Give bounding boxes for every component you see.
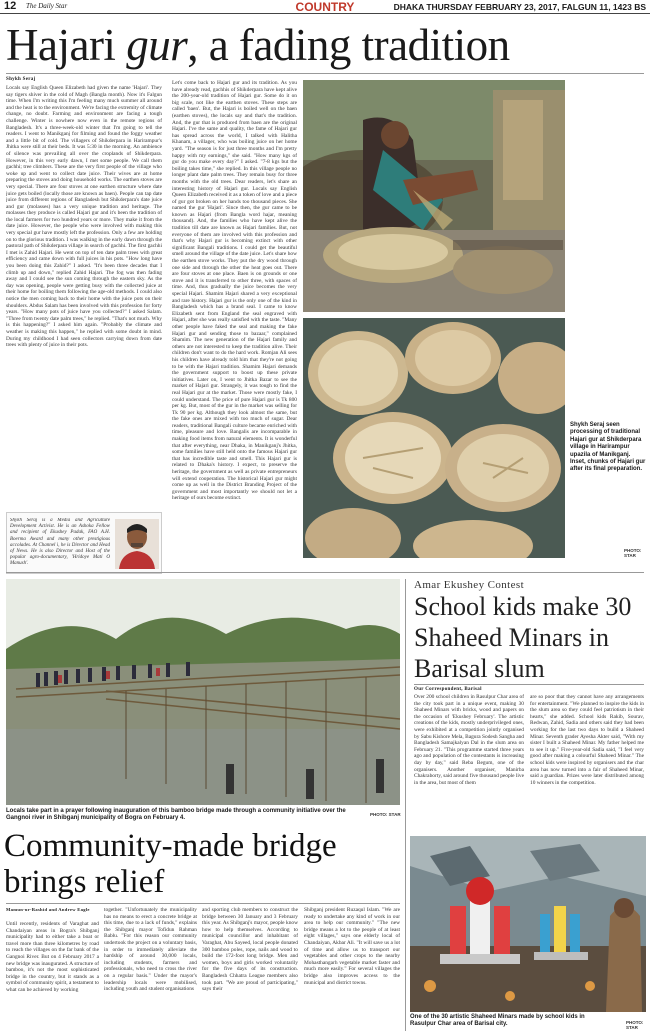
section-name: COUNTRY	[295, 0, 355, 14]
author-photo	[115, 519, 159, 569]
shaheed-minar-credit: PHOTO: STAR	[626, 1020, 644, 1030]
main-column-2: Let's come back to Hajari gur and its tradition. As you have already read, gachhis of Shikderpara have kept alive the 200-year-old tradition of Hajari gur. Some do it on big scale, not like the earthen stoves. These steps are called 'baen'. But, the Hajari is boiled well on the baen (earthen stoves), the locals say and that's the tradition. And, the gur that is produced from baen are the original Hajari. I've the same and quality, the fame of Hajari gur has spread across the world, I talked with Halitha Khanam, a villager, who was boiling juice on her home yard. "The season is for just three months and I'm pretty happy with my earnings," she said. "How many kgs of gur do you make every day?" I asked. "7-8 kgs but the boiling takes time," she replied. In this village people no longer plant date palm trees. They remain busy for three months with the old trees. Dear readers, let's share an interesting history of Hajari gur. Locals say English Queen Elizabeth received it as a token of love and a piece of gur got broken on her hands too thousand pieces. She named the gur 'Hajari'. Since then, the gur came to be known as Hajari (from Bangla word hajar, meaning thousand). And, the families who have kept alive the tradition till date are known as Hajari families. But, not everyone of them are involved with this profession and that's why Hajari gur is becoming extinct with other significant Bangali traditions. I could get the beautiful smell around the village of the date juice. Let's share how the earthen stove works. They put the dry wood through one side and through the other the heat goes out. There are four stoves at one place. Baen is on grounds or one stove and it is transferred to other three, with spaces of time. And, thus gradually the juice becomes the very special Hajari. Shamim Hajari shared a very exceptional and rare history. Hajari gur is the only one of the kind in Bangladesh which has a brand seal. I came to know Elizabeth sent from England the seal engraved with Hajari, after she was really satisfied with the taste. "Many other people have faked the seal and making the fake Hajari gur and sending those to bazaar," complained Shamim. The new generation of the Hajari family and others are not interested to keep the tradition alive. Their children don't want to do the hard work. Romjan Ali sees his children have already told him that they're not going to be with the Hajari tradition. Shamim Hajari demands the government support to boost up these private initiatives. Later on, I went to Jhitka Bazar to see the market of Hajari gur. Strangely, it was tough to find the real Hajari gur at the market. Those were mostly fake, I could understand. The price of pure Hajari gur is Tk 800 per kg. But, most of the gur in the market was selling for Tk 90 per kg. Although they look almost the same, but the fake ones are mixed with too much of sugar. Dear readers, traditional Bangali culture became enriched with time, pleasure and love. Bangalis are incomparable in making food items from natural elements. It is wonderful that after everything, near Dhaka, in Manikganj's Jhitka, some families have still held onto the famous Hajari gur that has incredible taste and smell. This Hajari gur is related to Dhaka's history. I expect, to preserve the heritage, the government as well as private entrepreneurs will extend cooperation. The historical Hajari gur might come up as well in the District Branding Project of the government and most importantly we should not let a heritage of ours become extinct.	[172, 80, 297, 502]
bridge-column-1: Until recently, residents of Varaghat and Chandaiyan areas in Bogra's Shibganj municipality had to either take a boat or travel more than three kilometres by road to reach the villages on the far bank of the Gangnoi River. But on 4 February 2017 a new bridge was inaugurated. A structure of bamboo, it's not the most sophisticated bridge in the country, but it stands as a symbol of community spirit, a testament to what can be achieved by working	[6, 921, 99, 993]
author-bio-box	[6, 512, 162, 574]
inset-photo-gur-chunks	[303, 318, 565, 558]
bridge-photo-caption: Locals take part in a prayer following inauguration of this bamboo bridge made through a community initiative over the Gangnoi river in Shibganj municipality of Bogra on February 4.	[6, 808, 346, 822]
shaheed-minar-photo	[410, 836, 646, 1012]
bridge-byline: Mamun-ur-Rashid and Andrew Eagle	[6, 907, 90, 912]
main-photo-credit: PHOTO: STAR	[624, 548, 642, 558]
school-column-1: Over 200 school children in Rasulpur Char area of the city took part in a unique event, making 30 Shaheed Minars with bricks, wood and papers on the occasion of 'Ekushey February'. The artistic creations of the kids, mostly underprivileged ones, were exhibited at a competition jointly organised by Sabu Kishore Mela, Bagura Sodesh Sangha and Bangladesh Samajkalyan Dal in the slum area on February 21. "This programme started three years ago and population of the contestants is increasing day by day," said Reba Begum, one of the organisers. Another organiser, Manirba Chakraborty, said around five thousand people live in the area, but most of them	[414, 694, 524, 786]
bridge-column-2: together. "Unfortunately the municipality has no means to erect a concrete bridge at this time, due to a lack of funds," explains the Shibganj mayor Tofidun Rahman Bablu. "For this reason our community undertook the project on a voluntary basis, in order to immediately alleviate the hardship of around 30,000 locals, including students, farmers and professionals, who need to cross the river on a regular basis." Under the mayor's leadership locals were mobilised, including youth and student organisations	[104, 907, 197, 993]
school-byline: Our Correspondent, Barisal	[414, 687, 482, 692]
main-column-1: Locals say English Queen Elizabeth had given the name 'Hajari'. They say tigers shiver in the cold of Magh (Bangla month). Now it's Falgun time. When I'm writing this I'm feeling many much summer all around and the heat is to the environment. We're facing the extremity of climate change, no doubt. Farming and environment are facing a tough challenge. Winter is nowhere now even in the remote regions of Bangladesh. It's a three-week-old winter that I'm going to tell the readers. I went to Manikganj for filming and found the foggy weather and a little bit of cold. The villagers of Shikderpara in Harirampur's Jhitka were still at their beds. It was 5:30 in the morning. An ambience of silence was prevailing all over the croplands of Shikderpara. However, in this very early dawn, I met some people. We call them gachhi; tree climbers. These are the very first people of the village who woke up and went to collect date juice. Their wives are at home preparing the stoves and doing household works. The earthen stoves are very special. There are four stoves at one earthen structure where date juice gets boiled (locally those are known as baen). People can tap date juice from different regions of Bangladesh but Shikderpara's date juice and gur (molasses) has a very unique tradition and heritage. The molasses they produce is called Hajari gur and it's been the tradition of the local farmers for two hundred years or more. They make it from the date juice. However, the people who were involved with making this very special gur have mostly left the profession. Only a few are holding on to the glorious tradition. I was walking in the early dawn through the pastoral path of Shikderpara village in search of gachhi. The first gachhi I met is Zahid Hajari. He went on top of ten date palm trees with great efficiency and came down with full juices in his pots. "How long have you been doing this Zahid?" I asked. "It's been three decades that I climb up and down," replied Zahid Hajari. The fog was then fading away and I could see the sun coming through the eastern sky. As the day was opening, people were getting busy with the collected juice at their home for boiling them following the age-old methods. I could also notice the men coming back to their home with the juice pots on their shoulders. Abdus Salam has been involved with this profession for forty years. "How many pots of juice have you collected?" I asked Salam. "Three from twenty date palm trees," he replied. "That's not much. Why is this happening?" I asked him again. "Probably the climate and weather is making this happen," he replied with some doubt in mind. During my childhood I had seen collectors carrying down from date trees with plenty of juice in their pots.	[6, 85, 162, 349]
bridge-photo	[6, 579, 400, 805]
shaheed-minar-caption: One of the 30 artistic Shaheed Minars made by school kids in Rasulpur Char area of Barisal city.	[410, 1014, 585, 1028]
bridge-column-4: Shibganj president Ruzaqul Islam. "We are ready to undertake any kind of work in our area to help our community." "The new bridge means a lot to the people of at least eight villages," says one elderly local of Chandaiyan, Akbar Ali. "It will save us a lot of time and allow us to transport our vegetables and other crops to the nearby Mohasthangarh vegetable market faster and much more easily." For several villages the bridge also improves access to the municipal and district towns.	[304, 907, 400, 986]
page-header	[0, 0, 650, 14]
main-headline: Hajari gur, a fading tradition	[6, 20, 510, 70]
main-byline: Shykh Seraj	[6, 77, 36, 82]
main-photo-caption: Shykh Seraj seen processing of traditional Hajari gur at Shikderpara village in Harirampur upazila of Manikganj. Inset, chunks of Hajari gur after its final preparation.	[570, 422, 646, 473]
author-bio: Shykh Seraj is a Media and Agriculture Development Activist. He is an Ashoka Fellow and recipient of Ekushey Padak, FAO A.H. Boerma Award and many other prestigious accolades. At Channel i, he is Director and Head of News. He is also Director and Host of the popular agro-documentary, 'Hridoye Mati O Manush'.	[10, 518, 110, 567]
bridge-column-3: and sporting club members to construct the bridge between 30 January and 3 February this year. As Shibganj's mayor, people know how to help themselves. According to municipal councillor and inhabitant of Varaghat, Abu Sayeed, local people donated 300 bamboo poles, rope, nails and wood to build the 172-foot long bridge. Men and women, boys and girls worked voluntarily for the five days of its construction. Bangladesh Chhatra League members also took part. "We are proud of participating," says their	[202, 907, 298, 993]
school-column-2: are so poor that they cannot have any arrangements for entertainment. "We planned to inspire the kids in the slum area so they could feel patriotism in their hearts," she added. School kids Rakib, Sourav, Redwan, Zahid, Sadia and others said they had been working for the last two days to build a Shaheed Minar. Seventh grader Ayesha Akter said, "With my sister I built a Shaheed Minar. My father helped me to see it up." Five-year-old Sadia said, "I feel very good after making a colourful Shaheed Minar." The school kids were inspired by organisers and the char area has now turned into a fair of Shaheed Minar, said a guardian. Prizes were later distributed among 10 winners in the competition.	[530, 694, 644, 786]
main-photo-gur-processing	[303, 80, 565, 312]
page-number: 12	[4, 0, 17, 12]
bridge-photo-credit: PHOTO: STAR	[370, 812, 401, 817]
school-kicker: Amar Ekushey Contest	[414, 579, 525, 591]
dateline: DHAKA THURSDAY FEBRUARY 23, 2017, FALGUN 11, 1423 BS	[393, 2, 646, 12]
school-headline: School kids make 30 Shaheed Minars in Barisal slum	[414, 592, 632, 683]
bridge-headline: Community-made bridge brings relief	[4, 828, 337, 900]
masthead: The Daily Star	[26, 2, 68, 10]
